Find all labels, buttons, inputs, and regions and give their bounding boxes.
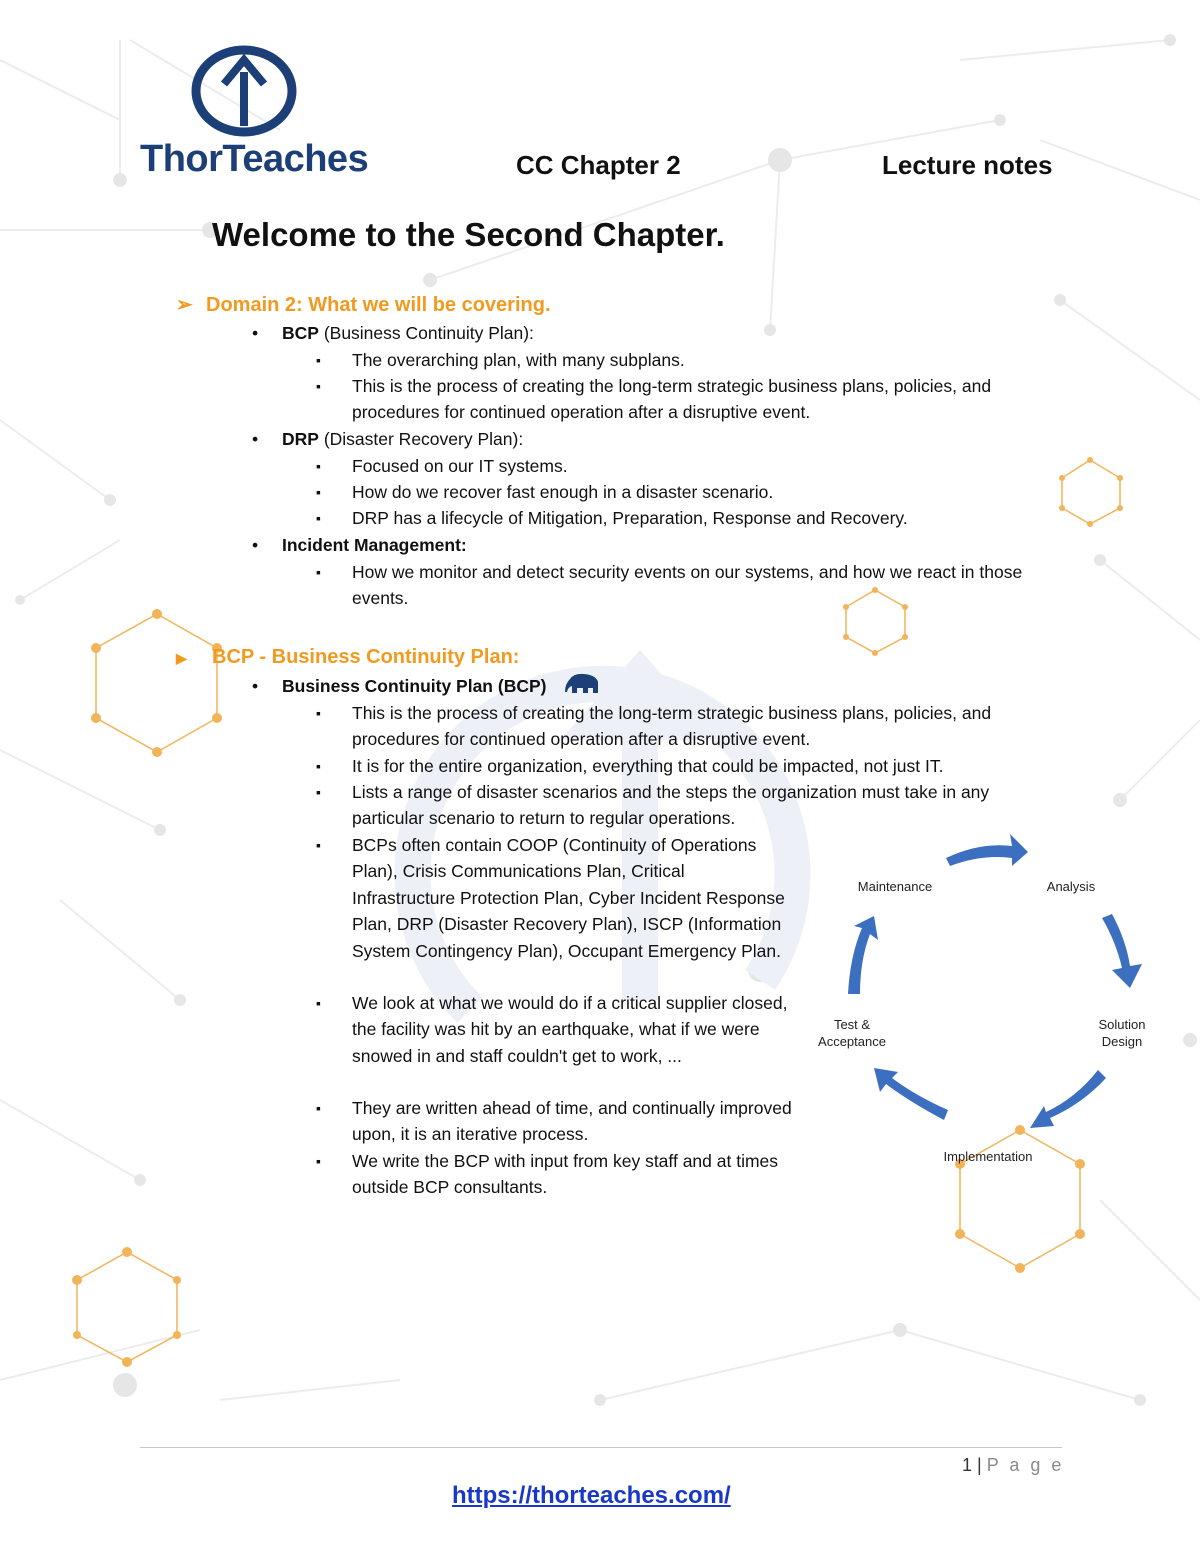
arrow-analysis-to-solution bbox=[1102, 914, 1142, 988]
arrow-implementation-to-test bbox=[874, 1068, 948, 1120]
cycle-stage-implementation: Implementation bbox=[943, 1149, 1033, 1164]
list-item: ▪ How do we recover fast enough in a disaster scenario. bbox=[352, 479, 1042, 505]
section-domain2-heading: ➢ Domain 2: What we will be covering. bbox=[176, 294, 551, 316]
page-title: Welcome to the Second Chapter. bbox=[212, 216, 725, 253]
arrow-solution-to-implementation bbox=[1030, 1070, 1106, 1128]
list-item-drp: • DRP (Disaster Recovery Plan): bbox=[282, 426, 523, 452]
list-item-incident-management: • Incident Management: bbox=[282, 532, 467, 558]
list-item: ▪ Lists a range of disaster scenarios and the steps the organization must take in any particular scenario to return to regular operations. bbox=[352, 779, 1042, 832]
cycle-stage-analysis: Analysis bbox=[1046, 879, 1096, 894]
elephant-icon bbox=[564, 673, 602, 695]
list-item: ▪ The overarching plan, with many subplans. bbox=[352, 347, 1042, 373]
list-item: ▪ It is for the entire organization, everything that could be impacted, not just IT. bbox=[352, 753, 1042, 779]
arrow-test-to-maintenance bbox=[848, 916, 878, 994]
triangle-bullet-icon: ▶ bbox=[176, 650, 187, 666]
list-item: ▪ This is the process of creating the long-term strategic business plans, policies, and procedures for continued operation after a disruptive event. bbox=[352, 700, 1042, 753]
cycle-stage-test-acceptance: Test & Acceptance bbox=[818, 1017, 886, 1049]
brand-name: ThorTeaches bbox=[140, 138, 369, 180]
footer-divider bbox=[140, 1447, 1062, 1448]
list-item: ▪ We look at what we would do if a critical supplier closed, the facility was hit by an earthquake, what if we were snowed in and staff couldn't get to work, ... bbox=[352, 990, 792, 1069]
list-item: ▪ How we monitor and detect security events on our systems, and how we react in those events. bbox=[352, 559, 1042, 612]
page-number: 1 | P a g e bbox=[962, 1455, 1065, 1475]
list-item: ▪ They are written ahead of time, and continually improved upon, it is an iterative process. bbox=[352, 1095, 792, 1148]
section-bcp-heading: ▶ BCP - Business Continuity Plan: bbox=[176, 646, 520, 668]
section1-list bbox=[0, 320, 1200, 620]
arrow-bullet-icon: ➢ bbox=[176, 294, 193, 316]
list-item: ▪ DRP has a lifecycle of Mitigation, Preparation, Response and Recovery. bbox=[352, 505, 1042, 531]
arrow-maintenance-to-analysis bbox=[946, 834, 1028, 866]
thorteaches-logo-icon bbox=[188, 44, 300, 140]
list-item-bcp-main: • Business Continuity Plan (BCP) bbox=[282, 673, 546, 699]
list-item: ▪ We write the BCP with input from key staff and at times outside BCP consultants. bbox=[352, 1148, 792, 1201]
list-item-bcp: • BCP (Business Continuity Plan): bbox=[282, 320, 534, 346]
list-item: ▪ This is the process of creating the long-term strategic business plans, policies, and procedures for continued operation after a disruptive event. bbox=[352, 373, 1042, 426]
lifecycle-arrows bbox=[800, 820, 1180, 1180]
list-item: ▪ BCPs often contain COOP (Continuity of Operations Plan), Crisis Communications Plan, Critical Infrastructure Protection Plan, Cyber Incident Response Plan, DRP (Disaster Recovery Plan), ISCP (Information System Contingency Plan), Occupant Emergency Plan. bbox=[352, 832, 792, 964]
chapter-label: CC Chapter 2 bbox=[516, 150, 681, 180]
footer-website-link[interactable]: https://thorteaches.com/ bbox=[452, 1482, 731, 1509]
bcp-lifecycle-diagram bbox=[800, 820, 1180, 1180]
cycle-stage-solution-design: Solution Design bbox=[1098, 1017, 1146, 1049]
cycle-stage-maintenance: Maintenance bbox=[857, 879, 933, 894]
list-item: ▪ Focused on our IT systems. bbox=[352, 453, 1042, 479]
doc-type-label: Lecture notes bbox=[882, 150, 1053, 180]
